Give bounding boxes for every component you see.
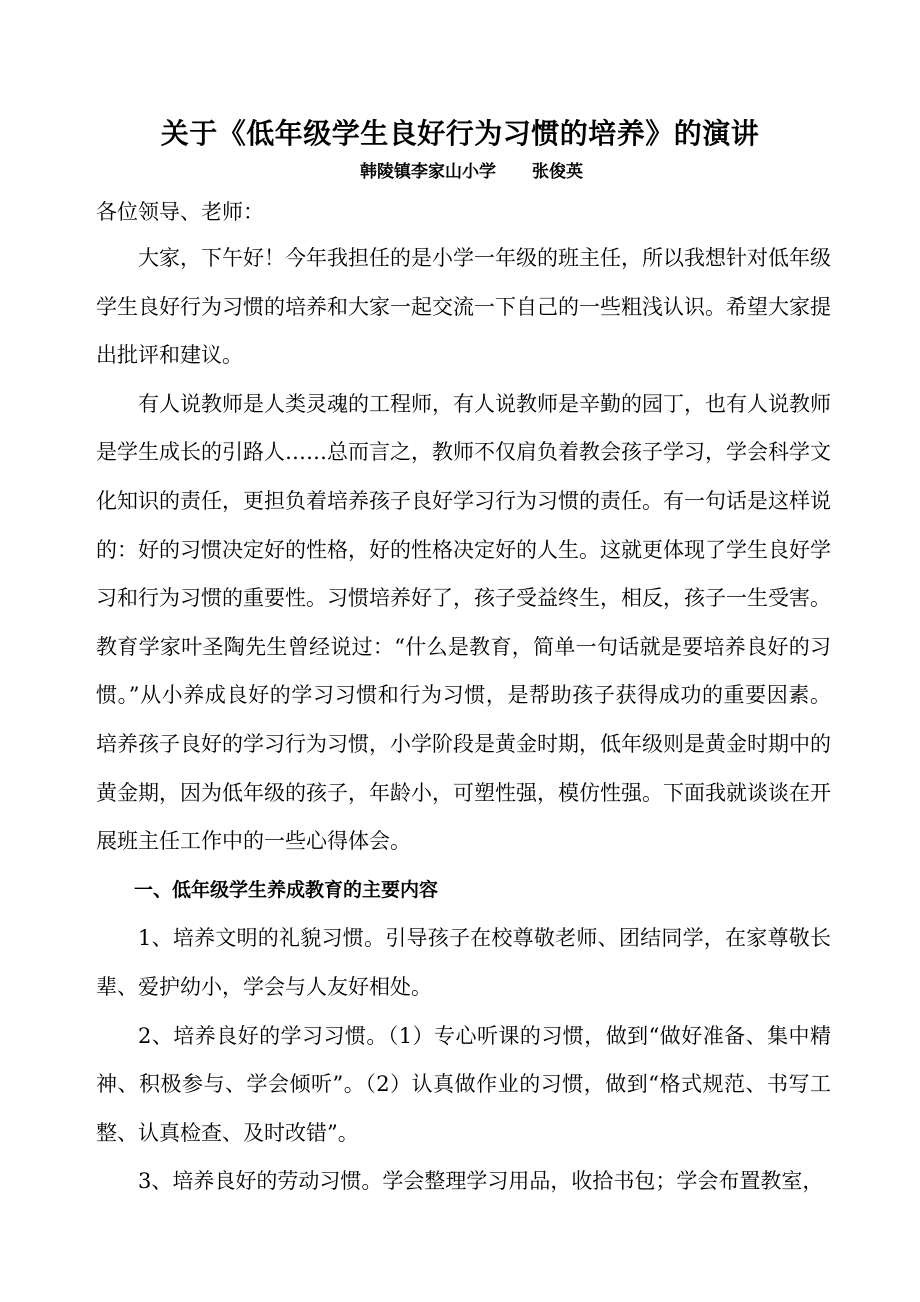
list-item-manners: 1、培养文明的礼貌习惯。引导孩子在校尊敬老师、团结同学，在家尊敬长辈、爱护幼小，学会与人友好相处。 <box>96 926 831 999</box>
list-item-labor: 3、培养良好的劳动习惯。学会整理学习用品，收拾书包；学会布置教室， <box>138 1169 824 1194</box>
school-name: 韩陵镇李家山小学 <box>360 162 496 182</box>
author-name: 张俊英 <box>532 162 583 182</box>
document-title: 关于《低年级学生良好行为习惯的培养》的演讲 <box>160 117 760 150</box>
list-item-study: 2、培养良好的学习习惯。（1）专心听课的习惯，做到“做好准备、集中精神、积极参与、学会倾听”。（2）认真做作业的习惯，做到“格式规范、书写工整、认真检查、及时改错”。 <box>96 1023 831 1145</box>
byline <box>360 160 583 184</box>
paragraph-greeting: 大家，下午好！今年我担任的是小学一年级的班主任，所以我想针对低年级学生良好行为习惯的培养和大家一起交流一下自己的一些粗浅认识。希望大家提出批评和建议。 <box>96 246 831 368</box>
document-body <box>96 234 831 1206</box>
paragraph-intro: 有人说教师是人类灵魂的工程师，有人说教师是辛勤的园丁，也有人说教师是学生成长的引路人……总而言之，教师不仅肩负着教会孩子学习，学会科学文化知识的责任，更担负着培养孩子良好学习行为习惯的责任。有一句话是这样说的：好的习惯决定好的性格，好的性格决定好的人生。这就更体现了学生良好学习和行为习惯的重要性。习惯培养好了，孩子受益终生，相反，孩子一生受害。教育学家叶圣陶先生曾经说过：“什么是教育，简单一句话就是要培养良好的习惯。”从小养成良好的学习习惯和行为习惯，是帮助孩子获得成功的重要因素。培养孩子良好的学习行为习惯，小学阶段是黄金时期，低年级则是黄金时期中的黄金期，因为低年级的孩子，年龄小，可塑性强，模仿性强。下面我就谈谈在开展班主任工作中的一些心得体会。 <box>96 391 831 854</box>
section-heading: 一、低年级学生养成教育的主要内容 <box>134 878 439 901</box>
salutation: 各位领导、老师： <box>96 200 264 224</box>
